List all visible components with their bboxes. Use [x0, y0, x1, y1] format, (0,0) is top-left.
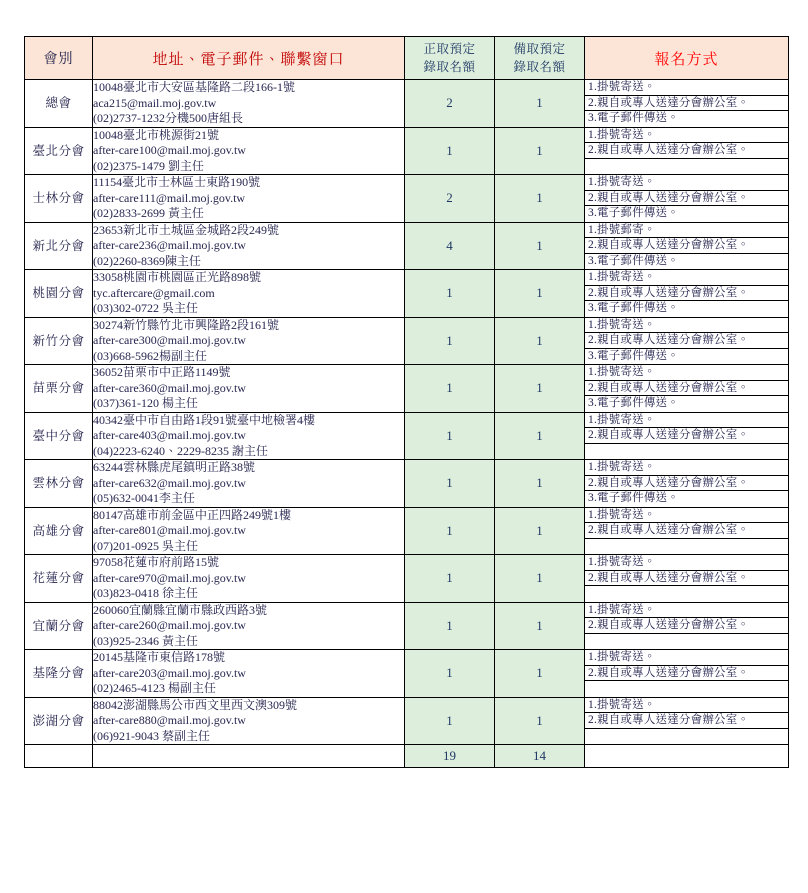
registration-method-item — [585, 444, 788, 460]
email-line: after-care880@mail.moj.gov.tw — [93, 713, 246, 727]
registration-method-cell — [585, 697, 789, 745]
totals-spacer-branch — [25, 745, 93, 768]
registration-method-item: 3.電子郵件傳送。 — [588, 302, 679, 314]
contact-info-cell — [93, 222, 405, 270]
phone-contact-line: (037)361-120 楊主任 — [93, 396, 198, 410]
reserve-quota-cell: 1 — [495, 602, 585, 650]
registration-method-item — [585, 586, 788, 602]
contact-info-cell — [93, 650, 405, 698]
total-reserve-quota: 14 — [495, 745, 585, 768]
column-header-reserve-quota — [495, 37, 585, 80]
email-line: after-care801@mail.moj.gov.tw — [93, 523, 246, 537]
main-quota-cell: 1 — [405, 365, 495, 413]
phone-contact-line: (03)668-5962楊副主任 — [93, 348, 207, 363]
main-quota-cell: 1 — [405, 650, 495, 698]
registration-method-item — [585, 634, 788, 650]
email-line: after-care236@mail.moj.gov.tw — [93, 238, 246, 252]
phone-contact-line: (04)2223-6240、2229-8235 謝主任 — [93, 443, 268, 458]
branch-name-cell: 基隆分會 — [25, 650, 93, 698]
column-header-contact: 地址、電子郵件、聯繫窗口 — [93, 37, 405, 80]
reserve-quota-label-line2: 錄取名額 — [513, 60, 566, 74]
contact-info-cell — [93, 555, 405, 603]
registration-method-item: 1.掛號寄送。 — [585, 365, 788, 381]
registration-method-item: 2.親自或專人送達分會辦公室。 — [585, 571, 788, 587]
address-line: 80147高雄市前金區中正四路249號1樓 — [93, 507, 292, 522]
reserve-quota-cell: 1 — [495, 697, 585, 745]
email-line: after-care632@mail.moj.gov.tw — [93, 475, 246, 490]
registration-method-item: 2.親自或專人送達分會辦公室。 — [585, 476, 788, 492]
registration-method-item: 2.親自或專人送達分會辦公室。 — [585, 191, 788, 207]
table-row — [25, 650, 789, 698]
branch-name-cell: 高雄分會 — [25, 507, 93, 555]
registration-method-item: 3.電子郵件傳送。 — [588, 254, 679, 267]
table-body — [25, 80, 789, 745]
phone-contact-line: (07)201-0925 吳主任 — [93, 538, 198, 553]
registration-method-item: 1.掛號寄送。 — [585, 413, 788, 429]
reserve-quota-cell: 1 — [495, 270, 585, 318]
main-quota-cell: 1 — [405, 602, 495, 650]
table-row — [25, 555, 789, 603]
table-row — [25, 460, 789, 508]
registration-table — [24, 36, 789, 768]
main-quota-cell: 1 — [405, 460, 495, 508]
registration-method-item: 2.親自或專人送達分會辦公室。 — [585, 96, 788, 112]
address-line: 30274新竹縣竹北市興隆路2段161號 — [93, 317, 280, 332]
table-footer — [25, 745, 789, 768]
address-line: 23653新北市土城區金城路2段249號 — [93, 222, 280, 237]
registration-method-item: 1.掛號寄送。 — [585, 175, 788, 191]
email-line: after-care300@mail.moj.gov.tw — [93, 333, 246, 347]
table-row — [25, 317, 789, 365]
branch-name-cell: 士林分會 — [25, 175, 93, 223]
reserve-quota-cell: 1 — [495, 222, 585, 270]
registration-method-item: 2.親自或專人送達分會辦公室。 — [585, 381, 788, 397]
main-quota-cell: 1 — [405, 270, 495, 318]
table-row — [25, 365, 789, 413]
registration-method-cell — [585, 317, 789, 365]
address-line: 40342臺中市自由路1段91號臺中地檢署4樓 — [93, 412, 316, 427]
table-row — [25, 602, 789, 650]
registration-method-item: 1.掛號寄送。 — [585, 555, 788, 571]
registration-method-cell — [585, 365, 789, 413]
registration-method-item: 2.親自或專人送達分會辦公室。 — [585, 618, 788, 634]
phone-contact-line: (03)925-2346 黃主任 — [93, 633, 198, 648]
email-line: after-care360@mail.moj.gov.tw — [93, 380, 246, 395]
contact-info-cell — [93, 127, 405, 175]
address-line: 33058桃園市桃園區正光路898號 — [93, 270, 262, 284]
main-quota-cell: 1 — [405, 317, 495, 365]
registration-method-item: 1.掛號郵寄。 — [585, 223, 788, 239]
totals-spacer-contact — [93, 745, 405, 768]
registration-method-cell — [585, 507, 789, 555]
contact-info-cell — [93, 602, 405, 650]
registration-method-item: 3.電子郵件傳送。 — [588, 207, 679, 219]
registration-method-item: 1.掛號寄送。 — [585, 270, 788, 286]
registration-method-item: 2.親自或專人送達分會辦公室。 — [585, 286, 788, 302]
reserve-quota-cell: 1 — [495, 365, 585, 413]
phone-contact-line: (06)921-9043 蔡副主任 — [93, 728, 210, 743]
registration-method-item: 1.掛號寄送。 — [585, 650, 788, 666]
branch-name-cell: 澎湖分會 — [25, 697, 93, 745]
email-line: aca215@mail.moj.gov.tw — [93, 95, 217, 110]
main-quota-label-line2: 錄取名額 — [423, 60, 476, 74]
phone-contact-line: (05)632-0041李主任 — [93, 491, 195, 505]
main-quota-cell: 1 — [405, 697, 495, 745]
registration-method-item: 2.親自或專人送達分會辦公室。 — [585, 666, 788, 682]
contact-info-cell — [93, 365, 405, 413]
table-row — [25, 80, 789, 128]
registration-method-item: 1.掛號寄送。 — [585, 460, 788, 476]
registration-method-item — [585, 159, 788, 175]
registration-method-item: 1.掛號寄送。 — [585, 603, 788, 619]
contact-info-cell — [93, 270, 405, 318]
contact-info-cell — [93, 507, 405, 555]
table-row — [25, 507, 789, 555]
registration-method-item — [585, 729, 788, 745]
registration-method-item: 2.親自或專人送達分會辦公室。 — [585, 333, 788, 349]
main-quota-cell: 2 — [405, 80, 495, 128]
branch-name-cell: 總會 — [25, 80, 93, 128]
registration-method-item: 2.親自或專人送達分會辦公室。 — [585, 143, 788, 159]
reserve-quota-cell: 1 — [495, 127, 585, 175]
contact-info-cell — [93, 460, 405, 508]
registration-method-item: 3.電子郵件傳送。 — [588, 112, 679, 124]
registration-method-item: 3.電子郵件傳送。 — [588, 349, 679, 362]
phone-contact-line: (02)2737-1232分機500唐組長 — [93, 111, 243, 125]
column-header-branch: 會別 — [25, 37, 93, 80]
registration-method-item: 1.掛號寄送。 — [585, 128, 788, 144]
registration-method-cell — [585, 127, 789, 175]
registration-method-cell — [585, 175, 789, 223]
registration-method-cell — [585, 412, 789, 460]
address-line: 97058花蓮市府前路15號 — [93, 555, 220, 569]
registration-method-item: 1.掛號寄送。 — [585, 508, 788, 524]
registration-method-item: 2.親自或專人送達分會辦公室。 — [585, 713, 788, 729]
email-line: after-care203@mail.moj.gov.tw — [93, 665, 246, 680]
branch-name-cell: 臺中分會 — [25, 412, 93, 460]
table-row — [25, 412, 789, 460]
registration-method-item: 2.親自或專人送達分會辦公室。 — [585, 523, 788, 539]
email-line: after-care260@mail.moj.gov.tw — [93, 618, 246, 632]
reserve-quota-cell: 1 — [495, 80, 585, 128]
address-line: 36052苗栗市中正路1149號 — [93, 365, 231, 379]
registration-method-cell — [585, 222, 789, 270]
contact-info-cell — [93, 412, 405, 460]
reserve-quota-cell: 1 — [495, 555, 585, 603]
branch-name-cell: 新北分會 — [25, 222, 93, 270]
branch-name-cell: 宜蘭分會 — [25, 602, 93, 650]
email-line: after-care403@mail.moj.gov.tw — [93, 428, 246, 442]
registration-method-item — [585, 681, 788, 697]
header-row — [25, 37, 789, 80]
address-line: 63244雲林縣虎尾鎮明正路38號 — [93, 460, 256, 474]
column-header-method: 報名方式 — [585, 37, 789, 80]
registration-method-cell — [585, 555, 789, 603]
total-main-quota: 19 — [405, 745, 495, 768]
branch-name-cell: 桃園分會 — [25, 270, 93, 318]
table-row — [25, 175, 789, 223]
registration-method-item — [585, 539, 788, 555]
main-quota-cell: 1 — [405, 412, 495, 460]
totals-spacer-method — [585, 745, 789, 768]
reserve-quota-label-line1: 備取預定 — [513, 41, 566, 56]
registration-method-cell — [585, 650, 789, 698]
phone-contact-line: (03)302-0722 吳主任 — [93, 301, 198, 315]
registration-method-item: 1.掛號寄送。 — [585, 318, 788, 334]
table-row — [25, 697, 789, 745]
table-row — [25, 127, 789, 175]
main-quota-cell: 1 — [405, 127, 495, 175]
address-line: 11154臺北市士林區士東路190號 — [93, 175, 261, 189]
reserve-quota-cell: 1 — [495, 412, 585, 460]
totals-row — [25, 745, 789, 768]
phone-contact-line: (02)2465-4123 楊副主任 — [93, 681, 216, 695]
branch-name-cell: 雲林分會 — [25, 460, 93, 508]
registration-method-item: 3.電子郵件傳送。 — [588, 397, 679, 409]
reserve-quota-cell: 1 — [495, 175, 585, 223]
registration-method-item: 1.掛號寄送。 — [585, 80, 788, 96]
email-line: tyc.aftercare@gmail.com — [93, 285, 215, 300]
registration-method-item: 3.電子郵件傳送。 — [588, 492, 679, 504]
reserve-quota-cell: 1 — [495, 507, 585, 555]
column-header-main-quota — [405, 37, 495, 80]
address-line: 88042澎湖縣馬公市西文里西文澳309號 — [93, 697, 298, 712]
contact-info-cell — [93, 175, 405, 223]
contact-info-cell — [93, 80, 405, 128]
main-quota-cell: 1 — [405, 555, 495, 603]
branch-name-cell: 新竹分會 — [25, 317, 93, 365]
table-header — [25, 37, 789, 80]
table-row — [25, 222, 789, 270]
reserve-quota-cell: 1 — [495, 460, 585, 508]
reserve-quota-cell: 1 — [495, 317, 585, 365]
branch-name-cell: 臺北分會 — [25, 127, 93, 175]
phone-contact-line: (03)823-0418 徐主任 — [93, 586, 198, 600]
address-line: 260060宜蘭縣宜蘭市縣政西路3號 — [93, 602, 268, 617]
main-quota-cell: 2 — [405, 175, 495, 223]
registration-method-item: 1.掛號寄送。 — [585, 698, 788, 714]
address-line: 10048臺北市大安區基隆路二段166-1號 — [93, 80, 295, 94]
registration-method-cell — [585, 460, 789, 508]
table-row — [25, 270, 789, 318]
registration-method-item: 2.親自或專人送達分會辦公室。 — [585, 428, 788, 444]
branch-name-cell: 花蓮分會 — [25, 555, 93, 603]
email-line: after-care970@mail.moj.gov.tw — [93, 570, 246, 585]
address-line: 10048臺北市桃源街21號 — [93, 127, 220, 142]
contact-info-cell — [93, 317, 405, 365]
registration-method-cell — [585, 270, 789, 318]
contact-info-cell — [93, 697, 405, 745]
main-quota-label-line1: 正取預定 — [423, 41, 476, 56]
main-quota-cell: 1 — [405, 507, 495, 555]
registration-method-item: 2.親自或專人送達分會辦公室。 — [585, 238, 788, 254]
phone-contact-line: (02)2375-1479 劉主任 — [93, 158, 204, 173]
registration-method-cell — [585, 80, 789, 128]
reserve-quota-cell: 1 — [495, 650, 585, 698]
main-quota-cell: 4 — [405, 222, 495, 270]
phone-contact-line: (02)2260-8369陳主任 — [93, 253, 201, 268]
address-line: 20145基隆市東信路178號 — [93, 650, 226, 664]
registration-method-cell — [585, 602, 789, 650]
phone-contact-line: (02)2833-2699 黃主任 — [93, 206, 204, 220]
branch-name-cell: 苗栗分會 — [25, 365, 93, 413]
email-line: after-care100@mail.moj.gov.tw — [93, 143, 246, 157]
email-line: after-care111@mail.moj.gov.tw — [93, 190, 246, 205]
